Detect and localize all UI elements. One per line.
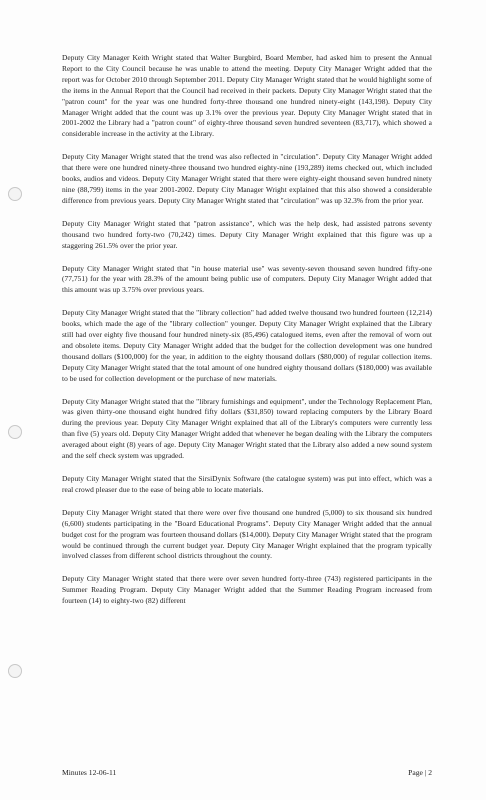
punch-hole-mark: [8, 425, 22, 439]
punch-hole-mark: [8, 664, 22, 678]
paragraph-patron-count: Deputy City Manager Keith Wright stated that Walter Burgbird, Board Member, had asked him to present the Annual Report to the City Council because he was unable to attend the meeting. Deputy City Manager Wright added that the report was for October 2010 through September 2011. Deputy City Manager Wright stated that he would highlight some of the items in the Annual Report that the Council had received in their packets. Deputy City Manager Wright stated that the "patron count" for the year was one hundred forty-three thousand one hundred ninety-eight (143,198). Deputy City Manager Wright added that the count was up 3.1% over the previous year. Deputy City Manager Wright stated that in 2001-2002 the Library had a "patron count" of eighty-three thousand seven hundred seventeen (83,717), which showed a considerable increase in the activity at the Library.: [62, 53, 432, 139]
footer-page-number: Page | 2: [408, 768, 432, 777]
paragraph-in-house-material-use: Deputy City Manager Wright stated that "in house material use" was seventy-seven thousand seven hundred fifty-one (77,751) for the year with 28.3% of the amount being public use of computers. Deputy City Manager Wright added that this amount was up 3.75% over previous years.: [62, 263, 432, 295]
paragraph-educational-programs: Deputy City Manager Wright stated that there were over five thousand one hundred (5,000) to six thousand six hundred (6,600) students participating in the "Board Educational Programs". Deputy City Manager Wright added that the annual budget cost for the program was fourteen thousand dollars ($14,000). Deputy City Manager Wright stated that the program would be continued through the current budget year. Deputy City Manager Wright explained that the program typically involved classes from different school districts throughout the county.: [62, 507, 432, 561]
footer-minutes-date: Minutes 12-06-11: [62, 768, 117, 777]
punch-hole-mark: [8, 187, 22, 201]
paragraph-patron-assistance: Deputy City Manager Wright stated that "patron assistance", which was the help desk, had assisted patrons seventy thousand two hundred forty-two (70,242) times. Deputy City Manager Wright explained that this figure was up a staggering 261.5% over the prior year.: [62, 218, 432, 250]
paragraph-summer-reading: Deputy City Manager Wright stated that there were over seven hundred forty-three (743) registered participants in the Summer Reading Program. Deputy City Manager Wright added that the Summer Reading Program increased from fourteen (14) to eighty-two (82) different: [62, 574, 432, 606]
paragraph-library-collection: Deputy City Manager Wright stated that the "library collection" had added twelve thousand two hundred fourteen (12,214) books, which made the age of the "library collection" younger. Deputy City Manager Wright explained that the Library still had over eighty five thousand four hundred ninety-six (85,496) catalogued items, even after the removal of worn out and obsolete items. Deputy City Manager Wright added that the budget for the collection development was one hundred thousand dollars ($100,000) for the year, in addition to the eighty thousand dollars ($80,000) of regular collection items. Deputy City Manager Wright stated that the total amount of one hundred eighty thousand dollars ($180,000) was available to be used for collection development or the purchase of new materials.: [62, 308, 432, 383]
minutes-body: [62, 53, 432, 619]
paragraph-catalogue-software: Deputy City Manager Wright stated that the SirsiDynix Software (the catalogue system) was put into effect, which was a real crowd pleaser due to the ease of being able to locate materials.: [62, 474, 432, 494]
paragraph-circulation: Deputy City Manager Wright stated that the trend was also reflected in "circulation". Deputy City Manager Wright added that there were one hundred ninety-three thousand two hundred eighty-nine (193,289) items checked out, which included books, audios and videos. Deputy City Manager Wright stated that there were eighty-eight thousand seven hundred ninety nine (88,799) items in the year 2001-2002. Deputy City Manager Wright explained that this also showed a considerable difference from previous years. Deputy City Manager Wright stated that "circulation" was up 32.3% from the prior year.: [62, 152, 432, 205]
paragraph-furnishings-equipment: Deputy City Manager Wright stated that the "library furnishings and equipment", under the Technology Replacement Plan, was given thirty-one thousand eight hundred fifty dollars ($31,850) toward replacing computers by the Library Board during the previous year. Deputy City Manager Wright explained that all of the Library's computers were currently less than five (5) years old. Deputy City Manager Wright added that whenever he began dealing with the Library the computers averaged about eight (8) years of age. Deputy City Manager Wright stated that the Library also added a new sound system and the self check system was upgraded.: [62, 396, 433, 461]
